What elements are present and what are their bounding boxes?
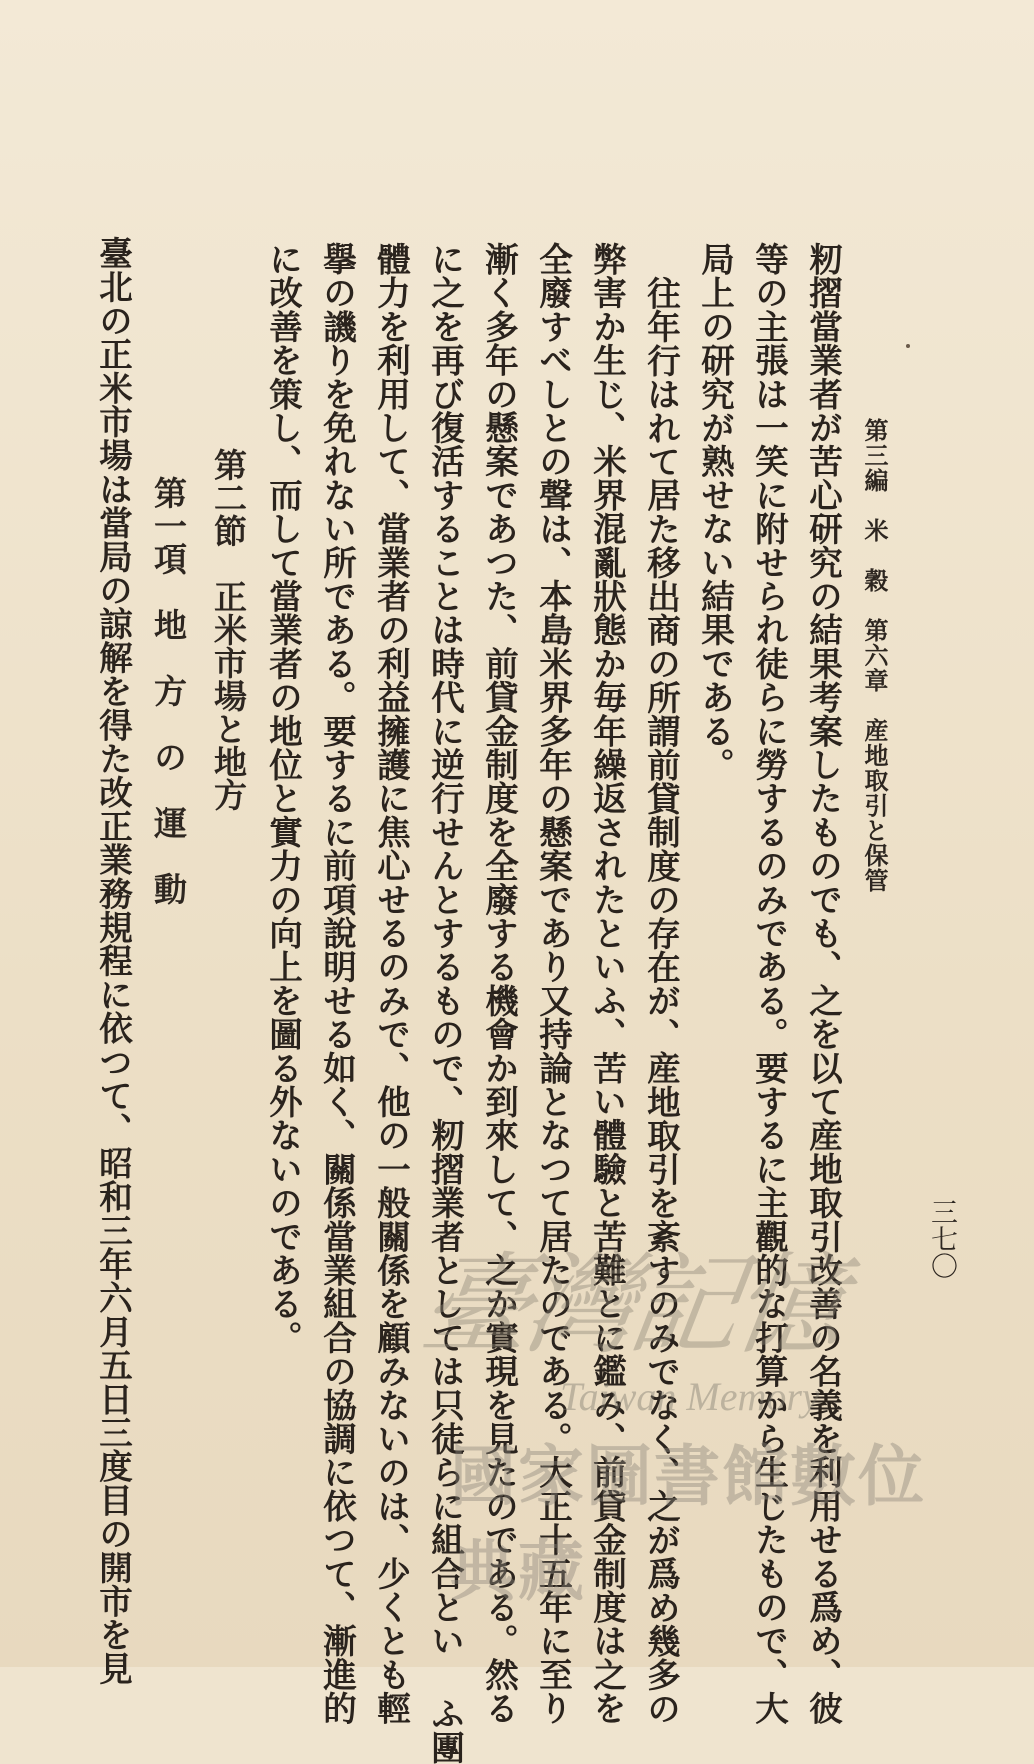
- body-line: 臺北の正米市場は當局の諒解を得た改正業務規程に依つて、昭和三年六月五日三度目の開市を見: [93, 236, 133, 1686]
- section-heading: 第二節 正米市場と地方: [209, 448, 248, 811]
- watermark-english: Taiwan Memory: [560, 1374, 820, 1419]
- body-line: 往年行はれて居た移出商の所謂前貸制度の存在が、産地取引を紊すのみでなく、之が爲め幾多の: [641, 276, 681, 1726]
- body-line: 局上の研究が熟せない結果である。: [695, 242, 735, 782]
- page-number: 三七〇: [926, 1198, 957, 1279]
- body-line: 擧の譏りを免れない所である。要するに前項說明せる如く、關係當業組合の協調に依つて、漸進的: [317, 242, 357, 1725]
- running-header: 第三編 米 穀 第六章 産地取引と保管: [860, 418, 889, 893]
- body-line: 弊害か生じ、米界混亂狀態か毎年繰返されたといふ、苦い體驗と苦難とに鑑み、前貸金制度は之を: [587, 242, 627, 1725]
- body-line: 全廢すべしとの聲は、本島米界多年の懸案であり又持論となつて居たのである。大正十五年に至り: [533, 242, 573, 1725]
- body-line: に改善を策し、而して當業者の地位と實力の向上を圖る外ないのである。: [263, 242, 303, 1355]
- body-line: 籾摺當業者が苦心研究の結果考案したものでも、之を以て産地取引改善の名義を利用せる爲め、彼: [803, 242, 843, 1725]
- watermark-logo: 臺灣記憶: [413, 1241, 847, 1369]
- body-line: 體力を利用して、當業者の利益擁護に焦心せるのみで、他の一般關係を顧みないのは、少くとも輕: [371, 242, 411, 1725]
- item-heading: 第一項 地 方 の 運 動: [149, 476, 188, 905]
- body-line: 漸く多年の懸案であつた、前貸金制度を全廢する機會か到來して、之か實現を見たのである。然る: [479, 242, 519, 1725]
- ink-dot: [906, 344, 910, 348]
- body-line: に之を再び復活することは時代に逆行せんとするもので、籾摺業者としては只徒らに組合とい ふ團: [425, 242, 465, 1764]
- watermark-chinese: 國家圖書館數位典藏: [450, 1438, 926, 1610]
- body-line: 等の主張は一笑に附せられ徒らに勞するのみである。要するに主觀的な打算から生じたもので、大: [749, 242, 789, 1725]
